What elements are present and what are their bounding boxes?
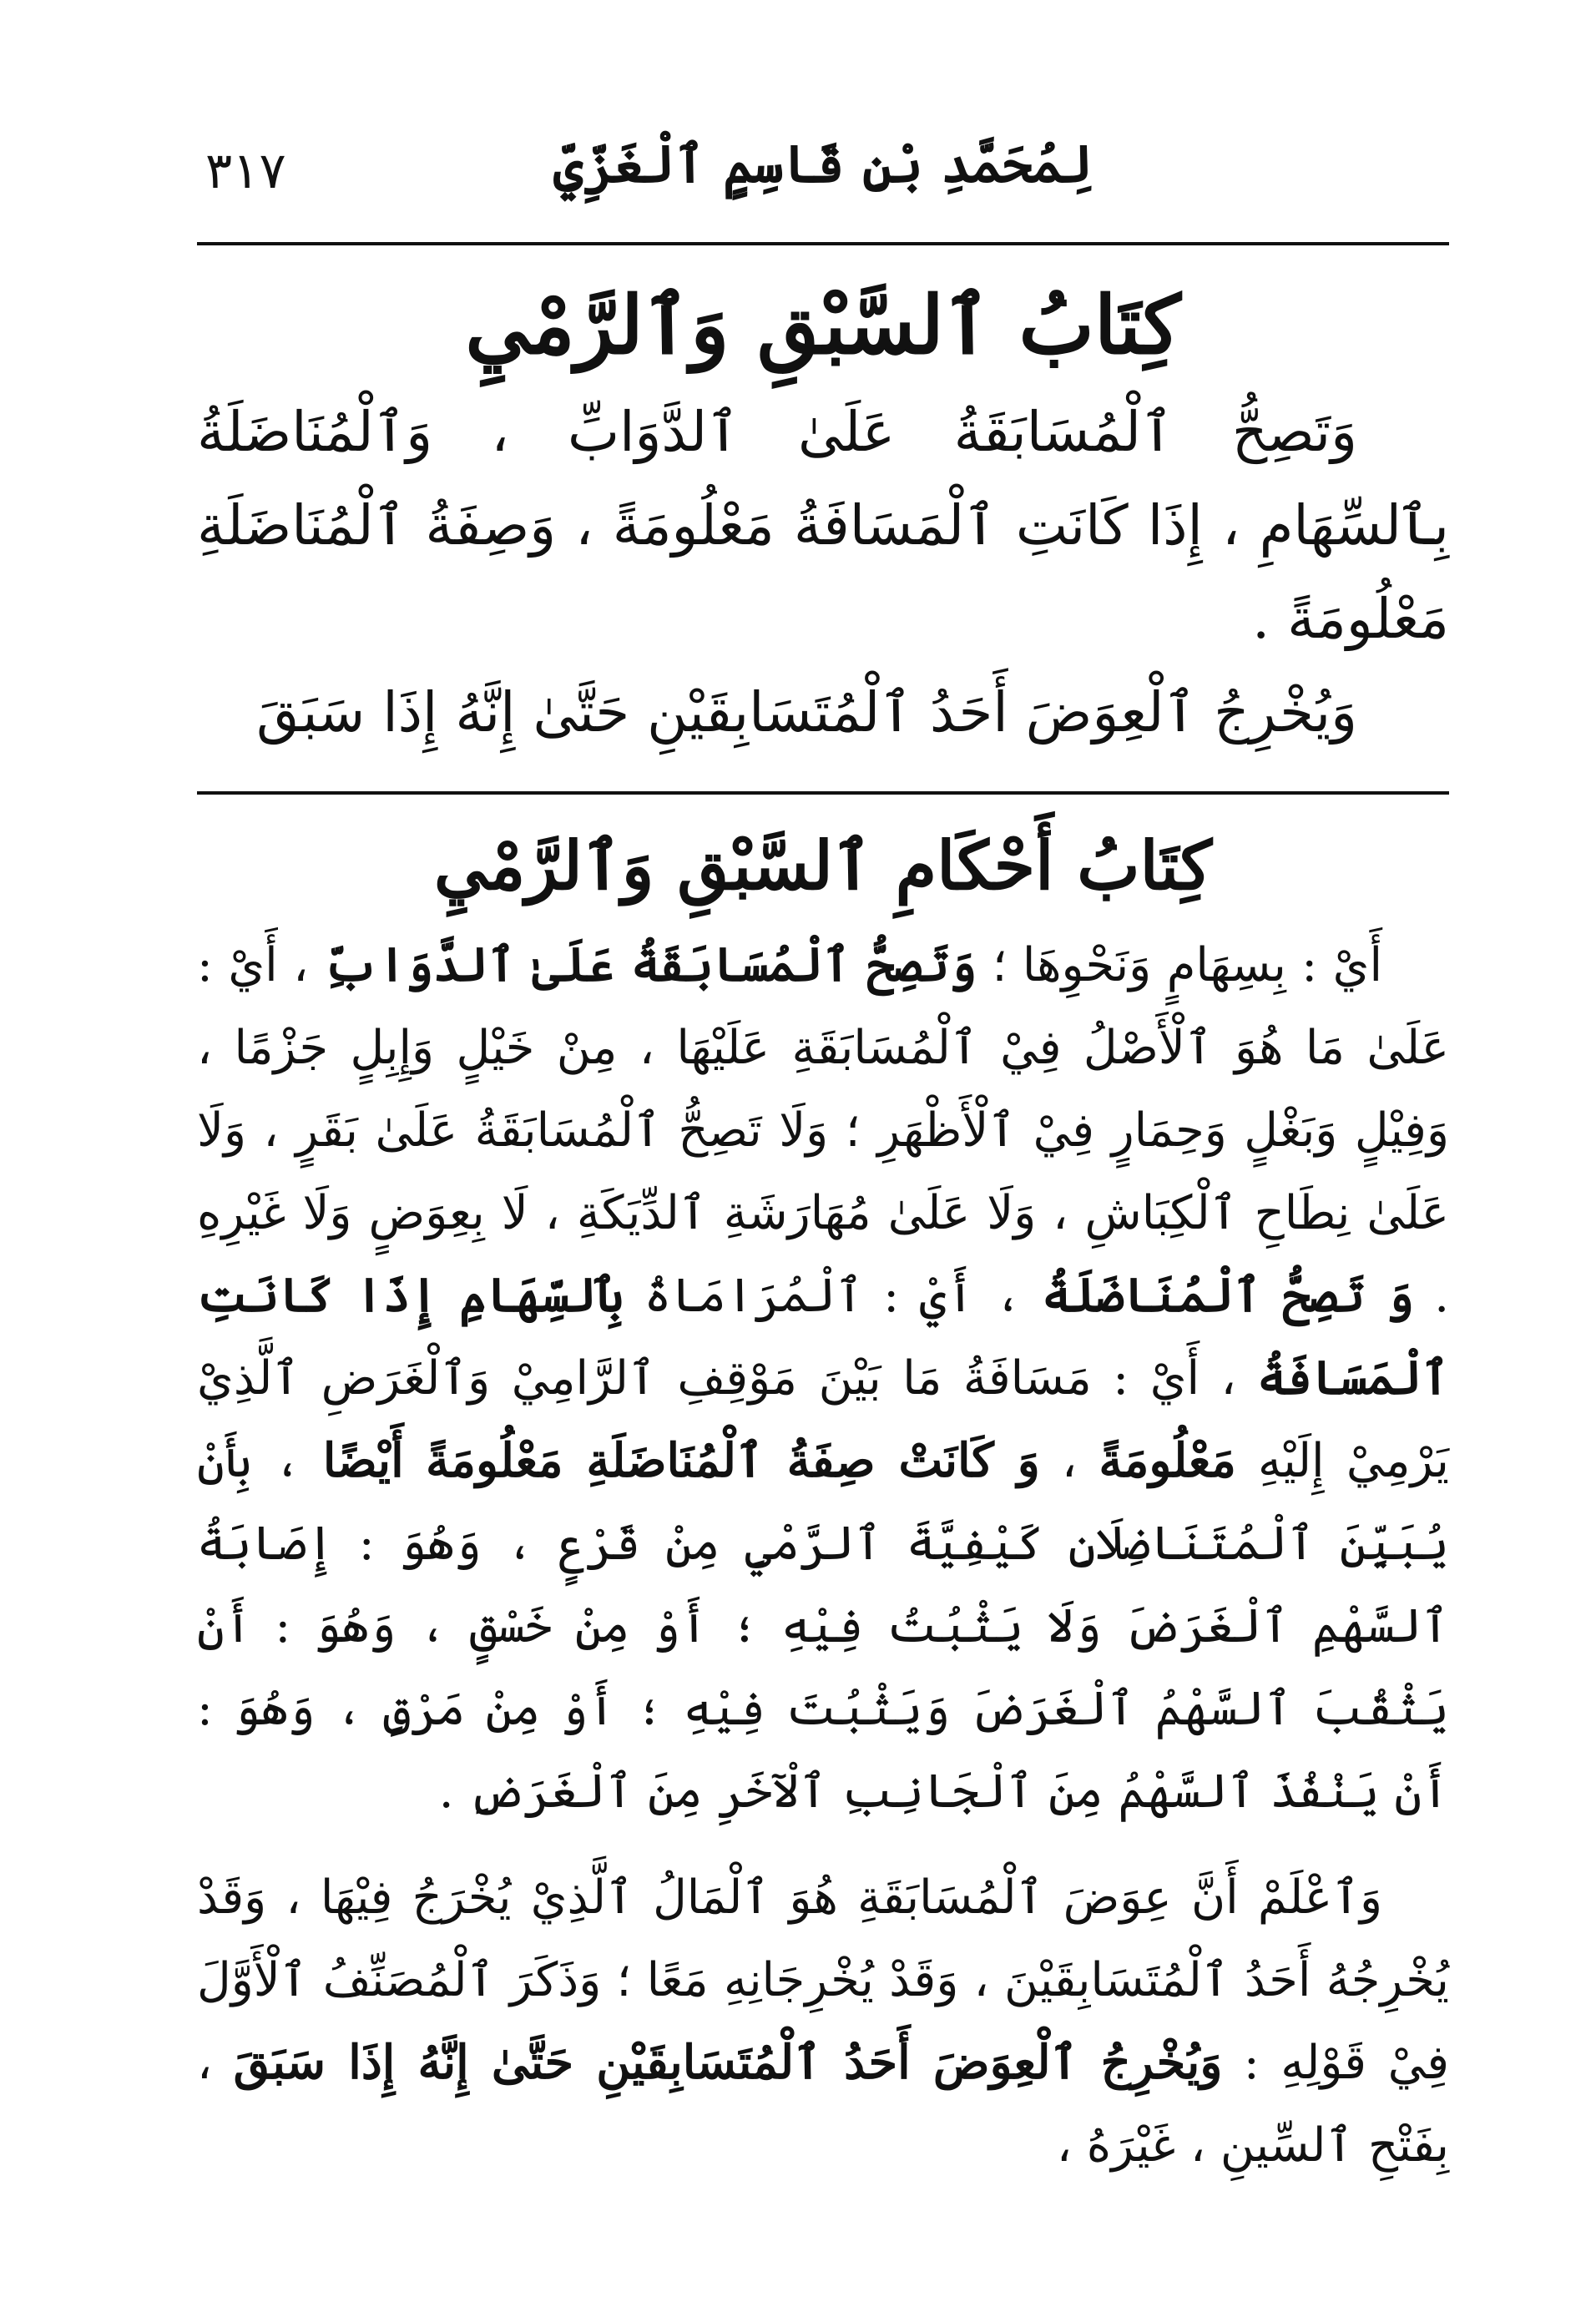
matn-quote: وَ كَانَتْ صِفَةُ ٱلْمُنَاضَلَةِ مَعْلُومَةً xyxy=(425,1433,1040,1488)
matn-quote: أَيْضًا xyxy=(322,1433,404,1488)
sharh-heading: كِتَابُ أَحْكَامِ ٱلسَّبْقِ وَٱلرَّمْيِ xyxy=(433,826,1213,905)
matn-quote: وَيُخْرِجُ ٱلْعِوَضَ أَحَدُ ٱلْمُتَسَابِقَيْنِ حَتَّىٰ إِنَّهُ إِذَا سَبَقَ xyxy=(233,2035,1223,2090)
commentary-text: ، أَيْ : ٱلْمُرَامَاةُ xyxy=(624,1269,1043,1323)
running-header xyxy=(197,125,1449,217)
commentary-text xyxy=(404,1434,426,1488)
matn-quote: بِٱلسِّهَامِ إِذَا كَانَتِ ٱلْمَسَافَةُ xyxy=(197,1268,1449,1406)
header-divider xyxy=(197,242,1449,245)
commentary-text: ، بِفَتْحِ ٱلسِّينِ ، غَيْرَهُ ، xyxy=(197,2036,1449,2173)
book-page xyxy=(197,0,1449,2302)
commentary-text: ، أَيْ : مَسَافَةُ مَا بَيْنَ مَوْقِفِ ٱلرَّامِيْ وَٱلْغَرَضِ ٱلَّذِيْ يَرْمِيْ إِلَيْهِ xyxy=(197,1351,1449,1488)
matn-quote: وَ تَصِحُّ ٱلْمُنَاضَلَةُ xyxy=(1042,1268,1414,1323)
commentary-text: أَيْ : بِسِهَامٍ وَنَحْوِهَا ؛ xyxy=(977,938,1383,992)
sharh-paragraph xyxy=(197,924,1449,1833)
matn-heading: كِتَابُ ٱلسَّبْقِ وَٱلرَّمْيِ xyxy=(465,278,1181,372)
sharh-paragraph xyxy=(197,1856,1449,2187)
commentary-text: ، بِأَنْ يُبَيِّنَ ٱلْمُتَنَاضِلَانِ كَيْفِيَّةَ ٱلرَّمْيِ مِنْ قَرْعٍ ، وَهُوَ : إِصَابَةُ ٱلسَّهْمِ ٱلْغَرَضَ وَلَا يَثْبُتُ فِيْهِ ؛ أَوْ مِنْ خَسْقٍ ، وَهُوَ : أَنْ يَثْقُبَ ٱلسَّهْمُ ٱلْغَرَضَ وَيَثْبُتَ فِيْهِ ؛ أَوْ مِنْ مَرْقٍ ، وَهُوَ : أَنْ يَنْفُذَ ٱلسَّهْمُ مِنَ ٱلْجَانِبِ ٱلْآخَرِ مِنَ ٱلْغَرَضِ . xyxy=(197,1434,1449,1819)
commentary-text: ، xyxy=(1039,1434,1099,1488)
running-title: لِمُحَمَّدِ بْنِ قَاسِمٍ ٱلْغَزِّيِّ xyxy=(553,134,1093,194)
commentary-text: ، أَيْ : عَلَىٰ مَا هُوَ ٱلْأَصْلُ فِيْ ٱلْمُسَابَقَةِ عَلَيْهَا ، مِنْ خَيْلٍ وَإِبِلٍ جَزْمًا ، وَفِيْلٍ وَبَغْلٍ وَحِمَارٍ فِيْ ٱلْأَظْهَرِ ؛ وَلَا تَصِحُّ ٱلْمُسَابَقَةُ عَلَىٰ بَقَرٍ ، وَلَا عَلَىٰ نِطَاحِ ٱلْكِبَاشِ ، وَلَا عَلَىٰ مُهَارَشَةِ ٱلدِّيَكَةِ ، لَا بِعِوَضٍ وَلَا غَيْرِهِ . xyxy=(197,938,1449,1323)
commentary-text: وَٱعْلَمْ أَنَّ عِوَضَ ٱلْمُسَابَقَةِ هُوَ ٱلْمَالُ ٱلَّذِيْ يُخْرَجُ فِيْهَا ، وَقَدْ يُخْرِجُهُ أَحَدُ ٱلْمُتَسَابِقَيْنَ ، وَقَدْ يُخْرِجَانِهِ مَعًا ؛ وَذَكَرَ ٱلْمُصَنِّفُ ٱلْأَوَّلَ فِيْ قَوْلِهِ : xyxy=(197,1870,1450,2090)
matn-section xyxy=(197,275,1449,760)
matn-quote: مَعْلُومَةً xyxy=(1099,1433,1236,1488)
page-number: ٣١٧ xyxy=(205,142,286,200)
matn-paragraph: وَيُخْرِجُ ٱلْعِوَضَ أَحَدُ ٱلْمُتَسَابِقَيْنِ حَتَّىٰ إِنَّهُ إِذَا سَبَقَ xyxy=(256,680,1357,745)
matn-paragraph: وَتَصِحُّ ٱلْمُسَابَقَةُ عَلَىٰ ٱلدَّوَابِّ ، وَٱلْمُنَاضَلَةُ بِٱلسِّهَامِ ، إِذَا كَانَتِ ٱلْمَسَافَةُ مَعْلُومَةً ، وَصِفَةُ ٱلْمُنَاضَلَةِ مَعْلُومَةً . xyxy=(197,400,1449,651)
section-divider xyxy=(197,791,1449,795)
sharh-section xyxy=(197,822,1449,2187)
matn-quote: وَتَصِحُّ ٱلْمُسَابَقَةُ عَلَىٰ ٱلدَّوَابِّ xyxy=(323,937,977,992)
